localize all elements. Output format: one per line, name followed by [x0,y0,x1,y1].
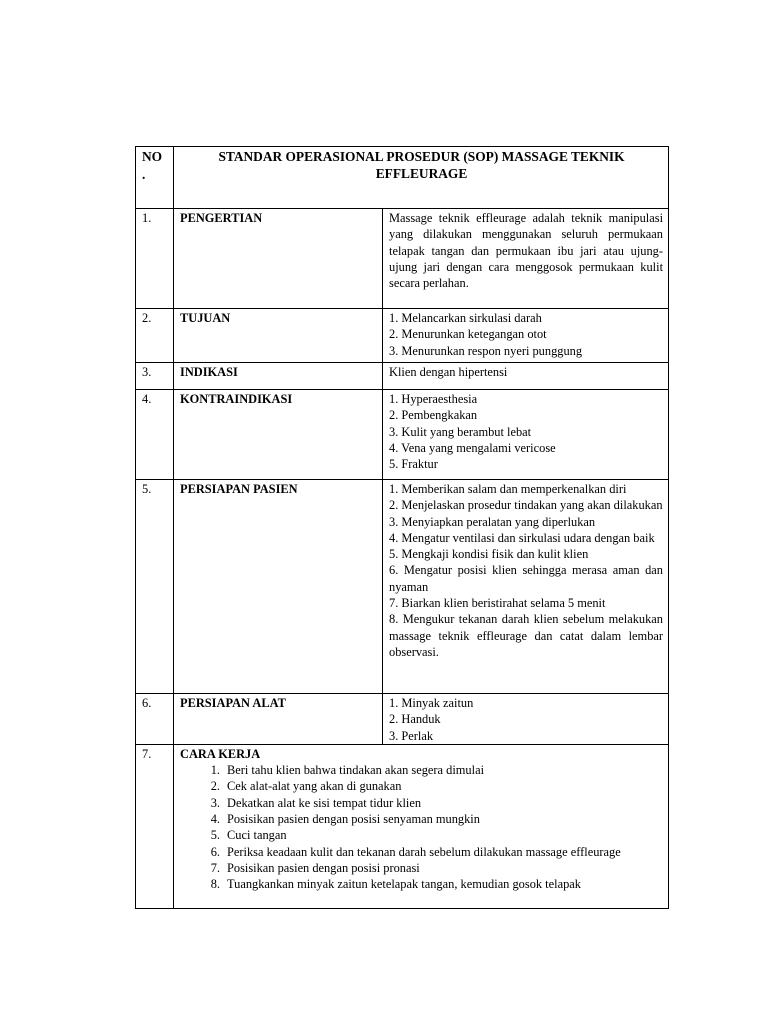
list-item [180,811,663,827]
list-item: 3. Menyiapkan peralatan yang diperlukan [389,514,596,529]
list-item: 3. Kulit yang berambut lebat [389,424,532,439]
document-title: STANDAR OPERASIONAL PROSEDUR (SOP) MASSAGE TEKNIK EFFLEURAGE [174,147,669,209]
table-row [136,209,669,309]
step-number: 8. [210,877,220,892]
list-item: 7. Biarkan klien beristirahat selama 5 menit [389,596,606,611]
table-row [136,363,669,390]
row-description: Massage teknik effleurage adalah teknik manipulasi yang dilakukan menggunakan seluruh permukaan telapak tangan dan permukaan ibu jari atau ujung-ujung jari dengan cara menggosok permukaan kulit secara perlahan. [383,209,669,309]
row-number: 2. [136,309,174,363]
row-number: 6. [136,694,174,745]
list-item [180,762,663,778]
list-item: 1. Minyak zaitun [389,696,474,710]
row-label: CARA KERJA [180,746,261,761]
row-number: 4. [136,390,174,480]
step-text: Dekatkan alat ke sisi tempat tidur klien [227,795,422,810]
list-item [180,778,663,794]
step-text: Periksa keadaan kulit dan tekanan darah sebelum dilakukan massage effleurage [227,844,621,859]
table-row [136,744,669,908]
step-number: 4. [210,812,220,827]
row-number: 7. [136,744,174,908]
header-row [136,147,669,209]
step-text: Tuangkankan minyak zaitun ketelapak tangan, kemudian gosok telapak [227,877,581,892]
table-row [136,309,669,363]
step-text: Cuci tangan [227,828,287,843]
list-item: 3. Perlak [389,728,434,743]
table-row [136,390,669,480]
row-description [383,309,669,363]
list-item: 2. Pembengkakan [389,408,478,423]
list-item: 5. Mengkaji kondisi fisik dan kulit klien [389,547,589,562]
list-item: 2. Menurunkan ketegangan otot [389,327,547,342]
no-header: NO . [136,147,174,209]
row-label: PERSIAPAN PASIEN [174,480,383,694]
steps-list [180,762,663,892]
list-item: 1. Melancarkan sirkulasi darah [389,311,542,325]
step-number: 5. [210,828,220,843]
step-text: Posisikan pasien dengan posisi pronasi [227,860,420,875]
list-item [180,844,663,860]
list-item: 1. Hyperaesthesia [389,392,478,406]
list-item [180,827,663,843]
list-item: 4. Vena yang mengalami vericose [389,440,556,455]
row-label: PERSIAPAN ALAT [174,694,383,745]
list-item [180,876,663,892]
row-label: TUJUAN [174,309,383,363]
step-number: 6. [210,844,220,859]
row-label: KONTRAINDIKASI [174,390,383,480]
list-item: 4. Mengatur ventilasi dan sirkulasi udara dengan baik [389,530,655,545]
row-number: 3. [136,363,174,390]
list-item: 2. Menjelaskan prosedur tindakan yang akan dilakukan [389,498,663,513]
sop-table [135,146,669,909]
row-description [383,694,669,745]
step-text: Beri tahu klien bahwa tindakan akan segera dimulai [227,763,485,778]
list-item: 6. Mengatur posisi klien sehingga merasa aman dan nyaman [389,563,664,594]
row-description: Klien dengan hipertensi [383,363,669,390]
list-item [180,860,663,876]
step-number: 3. [210,795,220,810]
row-number: 5. [136,480,174,694]
step-number: 7. [210,860,220,875]
row-steps-cell [174,744,669,908]
list-item: 3. Menurunkan respon nyeri punggung [389,343,583,358]
list-item: 1. Memberikan salam dan memperkenalkan diri [389,482,627,496]
list-item: 5. Fraktur [389,457,438,472]
step-number: 2. [210,779,220,794]
row-label: INDIKASI [174,363,383,390]
table-row [136,480,669,694]
row-label: PENGERTIAN [174,209,383,309]
table-row [136,694,669,745]
row-number: 1. [136,209,174,309]
step-text: Cek alat-alat yang akan di gunakan [227,779,402,794]
row-description [383,390,669,480]
list-item: 8. Mengukur tekanan darah klien sebelum melakukan massage teknik effleurage dan catat dalam lembar observasi. [389,612,664,659]
list-item: 2. Handuk [389,712,441,727]
step-number: 1. [210,763,220,778]
list-item [180,795,663,811]
row-description [383,480,669,694]
step-text: Posisikan pasien dengan posisi senyaman mungkin [227,812,480,827]
